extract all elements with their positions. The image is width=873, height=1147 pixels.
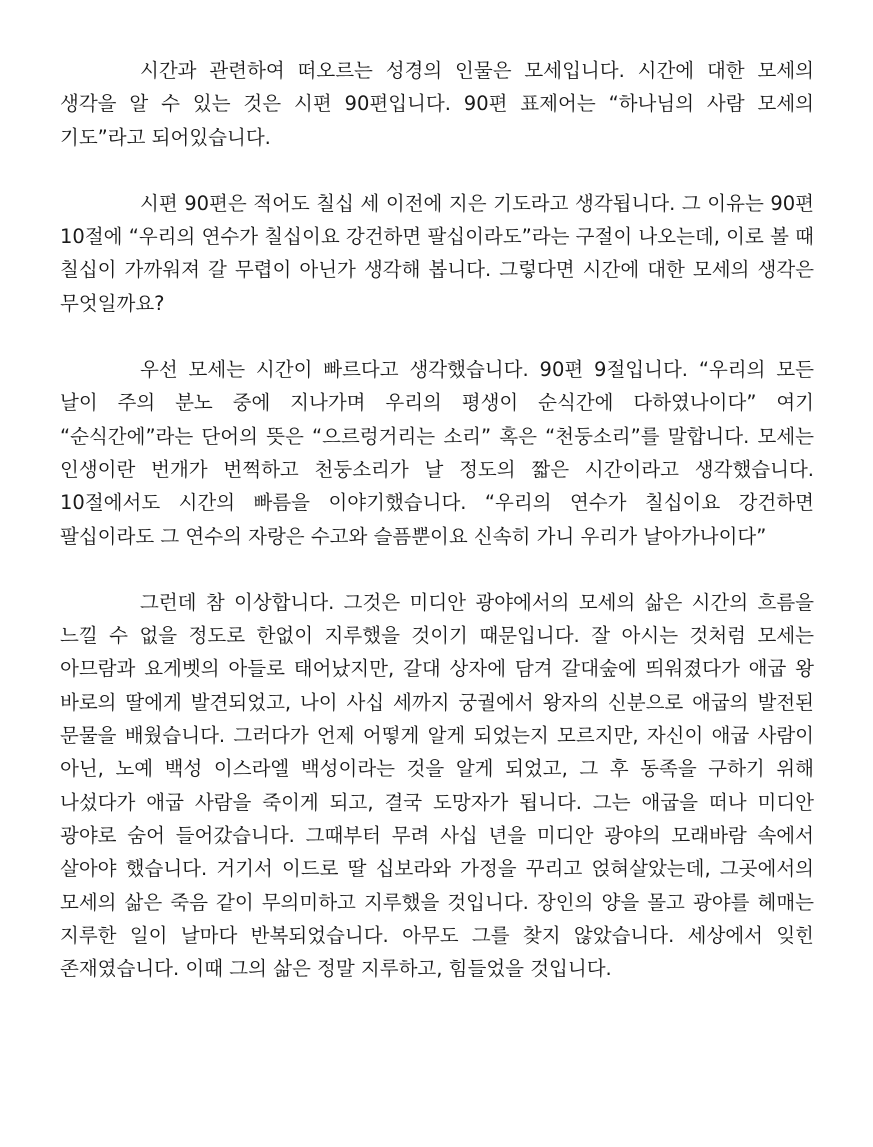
paragraph-3: 우선 모세는 시간이 빠르다고 생각했습니다. 90편 9절입니다. “우리의 모든 날이 주의 분노 중에 지나가며 우리의 평생이 순식간에 다하였나이다” 여기 “순식간에”라는 단어의 뜻은 “으르렁거리는 소리” 혹은 “천둥소리”를 말합니다. 모세는 인생이란 번개가 번쩍하고 천둥소리가 날 정도의 짧은 시간이라고 생각했습니다. 10절에서도 시간의 빠름을 이야기했습니다. “우리의 연수가 칠십이요 강건하면 팔십이라도 그 연수의 자랑은 수고와 슬픔뿐이요 신속히 가니 우리가 날아가나이다” <box>60 358 814 548</box>
paragraph-1: 시간과 관련하여 떠오르는 성경의 인물은 모세입니다. 시간에 대한 모세의 생각을 알 수 있는 것은 시편 90편입니다. 90편 표제어는 “하나님의 사람 모세의 기도”라고 되어있습니다. <box>60 59 814 149</box>
paragraph-4: 그런데 참 이상합니다. 그것은 미디안 광야에서의 모세의 삶은 시간의 흐름을 느낄 수 없을 정도로 한없이 지루했을 것이기 때문입니다. 잘 아시는 것처럼 모세는 아므람과 요게벳의 아들로 태어났지만, 갈대 상자에 담겨 갈대숲에 띄워졌다가 애굽 왕 바로의 딸에게 발견되었고, 나이 사십 세까지 궁궐에서 왕자의 신분으로 애굽의 발전된 문물을 배웠습니다. 그러다가 언제 어떻게 알게 되었는지 모르지만, 자신이 애굽 사람이 아닌, 노예 백성 이스라엘 백성이라는 것을 알게 되었고, 그 후 동족을 구하기 위해 나섰다가 애굽 사람을 죽이게 되고, 결국 도망자가 됩니다. 그는 애굽을 떠나 미디안 광야로 숨어 들어갔습니다. 그때부터 무려 사십 년을 미디안 광야의 모래바람 속에서 살아야 했습니다. 거기서 이드로 딸 십보라와 가정을 꾸리고 얹혀살았는데, 그곳에서의 모세의 삶은 죽음 같이 무의미하고 지루했을 것입니다. 장인의 양을 몰고 광야를 헤매는 지루한 일이 날마다 반복되었습니다. 아무도 그를 찾지 않았습니다. 세상에서 잊힌 존재였습니다. 이때 그의 삶은 정말 지루하고, 힘들었을 것입니다. <box>60 590 814 981</box>
paragraph-2: 시편 90편은 적어도 칠십 세 이전에 지은 기도라고 생각됩니다. 그 이유는 90편 10절에 “우리의 연수가 칠십이요 강건하면 팔십이라도”라는 구절이 나오는데, 이로 볼 때 칠십이 가까워져 갈 무렵이 아닌가 생각해 봅니다. 그렇다면 시간에 대한 모세의 생각은 무엇일까요? <box>60 191 814 315</box>
document-body <box>60 54 814 1018</box>
